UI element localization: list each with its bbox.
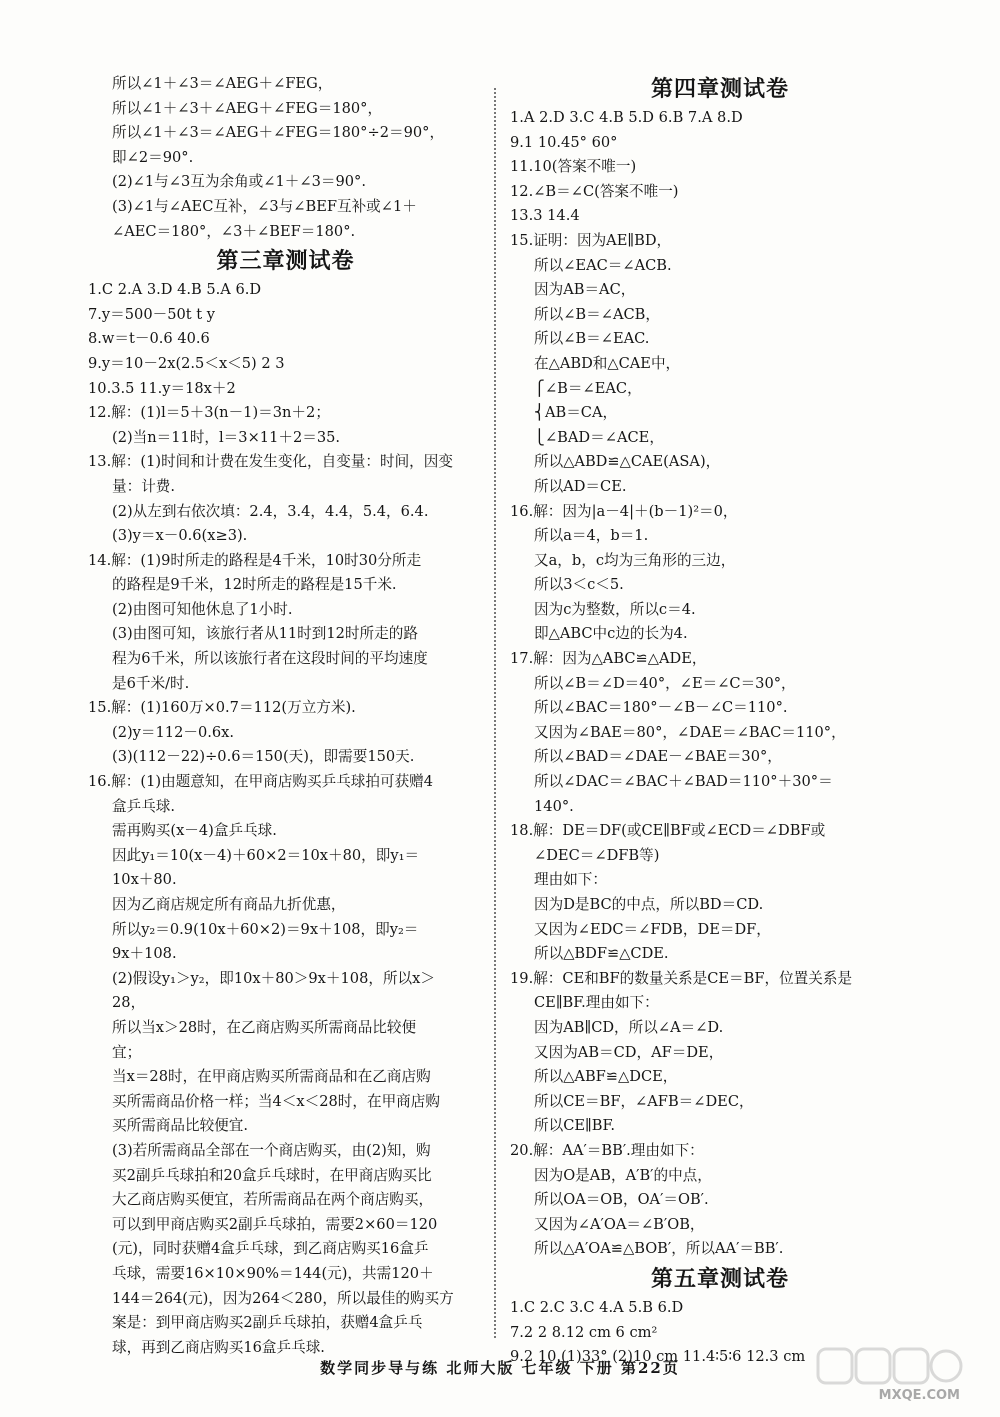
- text-line: 所以∠1＋∠3＝∠AEG＋∠FEG＝180°÷2＝90°，: [112, 124, 445, 142]
- text-line: 所以∠B＝∠EAC.: [534, 330, 650, 348]
- text-line: 所以AD＝CE.: [534, 477, 627, 495]
- text-line: 18.解：DE＝DF(或CE∥BF或∠ECD＝∠DBF或: [510, 822, 826, 840]
- text-line: 16.解：因为|a－4|＋(b－1)²＝0，: [510, 502, 738, 520]
- right-column: [510, 72, 930, 1370]
- text-line: 是6千米/时.: [112, 674, 190, 692]
- text-line: ∠AEC＝180°，∠3＋∠BEF＝180°.: [112, 222, 356, 240]
- text-line: 9.y＝10－2x(2.5＜x＜5) 2 3: [88, 354, 285, 372]
- text-line: (2)y＝112－0.6x.: [112, 723, 235, 741]
- text-line: 20.解：AA′＝BB′.理由如下：: [510, 1141, 704, 1159]
- text-line: 9.1 10.45° 60°: [510, 133, 618, 151]
- text-line: 又因为∠A′OA＝∠B′OB，: [534, 1215, 705, 1233]
- text-line: 17.解：因为△ABC≌△ADE，: [510, 650, 707, 668]
- text-line: 所以△BDF≌△CDE.: [534, 945, 669, 963]
- text-line: 13.解：(1)时间和计费在发生变化，自变量：时间，因变: [88, 453, 453, 471]
- text-line: (元)，同时获赠4盒乒乓球，到乙商店购买16盒乒: [112, 1240, 429, 1258]
- text-line: 所以OA＝OB，OA′＝OB′.: [534, 1191, 709, 1209]
- text-line: 所以∠1＋∠3＋∠AEG＋∠FEG＝180°，: [112, 99, 383, 117]
- text-line: 10x＋80.: [112, 871, 177, 889]
- text-line: 程为6千米，所以该旅行者在这段时间的平均速度: [112, 650, 428, 668]
- text-line: 8.w＝t－0.6 40.6: [88, 330, 210, 348]
- text-line: 7.y＝500－50t t y: [88, 305, 216, 323]
- text-line: 当x＝28时，在甲商店购买所需商品和在乙商店购: [112, 1068, 431, 1086]
- text-line: 15.解：(1)160万×0.7＝112(万立方米).: [88, 699, 356, 717]
- text-line: 因为AB＝AC，: [534, 281, 636, 299]
- text-line: 15.证明：因为AE∥BD，: [510, 231, 672, 249]
- text-line: CE∥BF.理由如下：: [534, 994, 659, 1012]
- text-line: (2)假设y₁＞y₂，即10x＋80＞9x＋108，所以x＞: [112, 969, 435, 987]
- text-line: 又因为∠BAE＝80°，∠DAE＝∠BAC＝110°，: [534, 723, 846, 741]
- section-heading: 第四章测试卷: [650, 76, 789, 102]
- text-line: (2)∠1与∠3互为余角或∠1＋∠3＝90°.: [112, 173, 366, 191]
- text-line: 12.∠B＝∠C(答案不唯一): [510, 182, 679, 200]
- text-line: 19.解：CE和BF的数量关系是CE＝BF，位置关系是: [510, 969, 853, 987]
- text-line: 因为O是AB，A′B′的中点，: [534, 1166, 712, 1184]
- text-line: 所以∠BAD＝∠DAE－∠BAE＝30°，: [534, 748, 782, 766]
- text-line: 所以△ABD≌△CAE(ASA)，: [534, 453, 721, 471]
- text-line: 即△ABC中c边的长为4.: [534, 625, 688, 643]
- text-line: 所以△A′OA≌△BOB′，所以AA′＝BB′.: [534, 1240, 784, 1258]
- text-line: ⎧∠B＝∠EAC，: [534, 379, 642, 397]
- text-line: (3)若所需商品全部在一个商店购买，由(2)知，购: [112, 1141, 431, 1159]
- text-line: 盒乒乓球.: [112, 797, 176, 815]
- text-line: 理由如下：: [534, 871, 607, 889]
- text-line: 买所需商品比较便宜.: [112, 1117, 248, 1135]
- text-line: 1.C 2.C 3.C 4.A 5.B 6.D: [510, 1298, 684, 1316]
- text-line: 乓球，需要16×10×90%＝144(元)，共需120＋: [112, 1264, 434, 1282]
- text-line: (2)当n＝11时，l＝3×11＋2＝35.: [112, 428, 341, 446]
- text-line: 买所需商品价格一样；当4＜x＜28时，在甲商店购: [112, 1092, 440, 1110]
- section-heading: 第三章测试卷: [216, 248, 355, 275]
- text-line: (2)由图可知他休息了1小时.: [112, 600, 293, 618]
- text-line: 即∠2＝90°.: [112, 148, 194, 166]
- text-line: 13.3 14.4: [510, 207, 580, 225]
- text-line: 所以3＜c＜5.: [534, 576, 624, 594]
- text-line: 又因为AB＝CD，AF＝DE，: [534, 1043, 724, 1061]
- text-line: 11.10(答案不唯一): [510, 158, 637, 176]
- text-line: 因此y₁＝10(x－4)＋60×2＝10x＋80，即y₁＝: [112, 846, 420, 864]
- text-line: 12.解：(1)l＝5＋3(n－1)＝3n＋2；: [88, 404, 330, 422]
- text-line: 所以△ABF≌△DCE，: [534, 1068, 678, 1086]
- text-line: (3)由图可知，该旅行者从11时到12时所走的路: [112, 625, 418, 643]
- text-line: 量：计费.: [112, 477, 176, 495]
- text-line: 所以a＝4，b＝1.: [534, 527, 649, 545]
- text-line: 144＝264(元)，因为264＜280，所以最佳的购买方: [112, 1289, 454, 1307]
- text-line: 宜；: [112, 1043, 142, 1061]
- text-line: 所以∠B＝∠D＝40°，∠E＝∠C＝30°，: [534, 674, 796, 692]
- text-line: 因为乙商店规定所有商品九折优惠，: [112, 896, 346, 913]
- column-divider: [494, 88, 496, 1338]
- text-line: 在△ABD和△CAE中，: [534, 354, 681, 372]
- text-line: 买2副乒乓球拍和20盒乒乓球时，在甲商店购买比: [112, 1166, 432, 1184]
- left-column: [88, 72, 483, 1360]
- text-line: 因为c为整数，所以c＝4.: [534, 600, 696, 618]
- text-line: ⎨AB＝CA，: [534, 404, 618, 422]
- text-line: 所以CE∥BF.: [534, 1117, 615, 1135]
- text-line: 可以到甲商店购买2副乒乓球拍，需要2×60＝120: [112, 1215, 438, 1233]
- text-line: 因为D是BC的中点，所以BD＝CD.: [534, 896, 764, 913]
- text-line: 所以CE＝BF，∠AFB＝∠DEC，: [534, 1092, 754, 1110]
- text-line: (3)∠1与∠AEC互补，∠3与∠BEF互补或∠1＋: [112, 197, 417, 215]
- text-line: (3)y＝x－0.6(x≥3).: [112, 527, 248, 545]
- text-line: 所以当x＞28时，在乙商店购买所需商品比较便: [112, 1018, 417, 1036]
- text-line: ⎩∠BAD＝∠ACE，: [534, 428, 664, 446]
- text-line: 因为AB∥CD，所以∠A＝∠D.: [534, 1018, 724, 1036]
- text-line: 所以∠EAC＝∠ACB.: [534, 256, 672, 274]
- text-line: 需再购买(x－4)盒乒乓球.: [112, 822, 277, 840]
- text-line: 所以y₂＝0.9(10x＋60×2)＝9x＋108，即y₂＝: [112, 920, 419, 938]
- watermark-text: MXQE.COM: [878, 1388, 960, 1403]
- page-footer: 数学同步导与练 北师大版 七年级 下册 第22页: [320, 1359, 680, 1377]
- text-line: (2)从左到右依次填：2.4，3.4，4.4，5.4，6.4.: [112, 502, 429, 520]
- text-line: 所以∠1＋∠3＝∠AEG＋∠FEG，: [112, 75, 333, 92]
- text-line: 1.C 2.A 3.D 4.B 5.A 6.D: [88, 281, 262, 299]
- section-heading: 第五章测试卷: [650, 1265, 789, 1292]
- text-line: 的路程是9千米，12时所走的路程是15千米.: [112, 576, 397, 594]
- text-line: 14.解：(1)9时所走的路程是4千米，10时30分所走: [88, 551, 422, 569]
- text-line: 28，: [112, 994, 146, 1012]
- text-line: (3)(112－22)÷0.6＝150(天)，即需要150天.: [112, 748, 415, 766]
- text-line: 案是：到甲商店购买2副乒乓球拍，获赠4盒乒乓: [112, 1314, 423, 1332]
- text-line: 大乙商店购买便宜，若所需商品在两个商店购买，: [112, 1191, 434, 1209]
- text-line: 7.2 2 8.12 cm 6 cm²: [510, 1323, 658, 1341]
- text-line: 又a，b，c均为三角形的三边，: [534, 551, 736, 569]
- text-line: 所以∠BAC＝180°－∠B－∠C＝110°.: [534, 699, 788, 717]
- text-line: 16.解：(1)由题意知，在甲商店购买乒乓球拍可获赠4: [88, 773, 434, 791]
- text-line: 9x＋108.: [112, 945, 177, 963]
- text-line: 1.A 2.D 3.C 4.B 5.D 6.B 7.A 8.D: [510, 109, 743, 126]
- text-line: 又因为∠EDC＝∠FDB，DE＝DF，: [534, 920, 771, 938]
- text-line: 140°.: [534, 797, 574, 815]
- text-line: 所以∠DAC＝∠BAC＋∠BAD＝110°＋30°＝: [534, 773, 833, 791]
- text-line: 9.2 10.(1)33° (2)10 cm 11.4∶5∶6 12.3 cm: [510, 1348, 806, 1366]
- text-line: 所以∠B＝∠ACB，: [534, 305, 660, 323]
- text-line: ∠DEC＝∠DFB等): [534, 846, 660, 864]
- text-line: 球，再到乙商店购买16盒乒乓球.: [112, 1338, 325, 1356]
- text-line: 10.3.5 11.y＝18x＋2: [88, 379, 236, 397]
